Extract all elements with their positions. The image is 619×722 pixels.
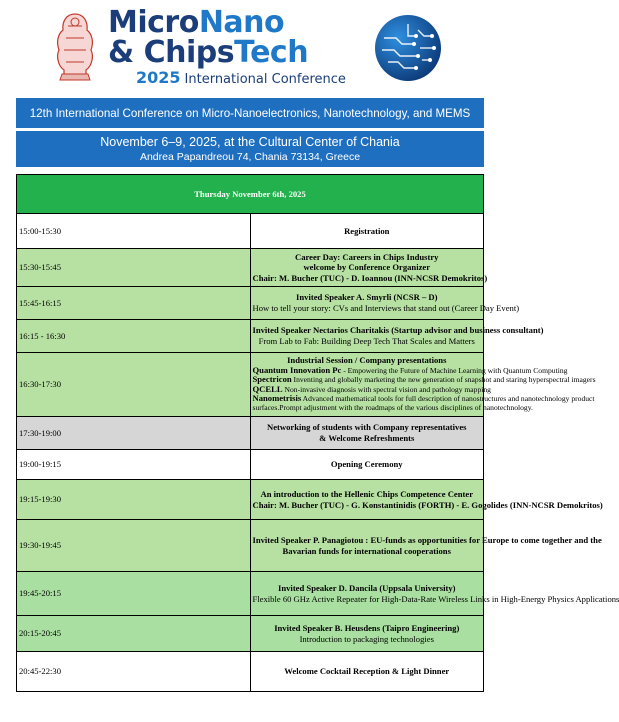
event-talk: Bavarian funds for international cooperations	[282, 545, 451, 556]
time-cell: 15:30-15:45	[17, 249, 251, 287]
schedule-table	[16, 174, 619, 692]
circuit-globe-icon	[374, 14, 442, 82]
event-cell	[250, 417, 484, 450]
company-desc: Advanced mathematical tools for full description of nanostructures and nanotechnology product	[301, 393, 595, 403]
time-cell: 17:30-19:00	[17, 417, 251, 450]
company-item	[252, 374, 596, 385]
event-speaker: Invited Speaker A. Smyrli (NCSR – D)	[296, 292, 438, 303]
event-talk: Flexible 60 GHz Active Repeater for High-Data-Rate Wireless Links in High-Energy Physics Applications	[252, 593, 619, 604]
event-title: Registration	[344, 225, 390, 236]
event-speaker: Invited Speaker Nectarios Charitakis (Startup advisor and business consultant)	[252, 325, 544, 336]
event-line: & Welcome Refreshments	[319, 433, 415, 443]
conference-subtitle-text: International Conference	[184, 72, 346, 87]
time-cell: 15:00-15:30	[17, 214, 251, 249]
conference-subtitle	[136, 68, 346, 87]
conference-header	[0, 0, 500, 95]
company-desc: Inventing and globally marketing the new generation of snapshot and staring hyperspectral imagers	[291, 375, 596, 385]
event-talk: How to tell your story: CVs and Interviews that stand out (Career Day Event)	[252, 303, 520, 313]
table-row	[17, 214, 484, 249]
day-header-row	[17, 175, 484, 214]
time-cell: 19:15-19:30	[17, 480, 251, 520]
event-cell	[250, 353, 596, 417]
title-nano: Nano	[198, 5, 285, 40]
title-chips-tech	[108, 36, 308, 70]
conference-year: 2025	[136, 68, 181, 87]
event-title: Industrial Session / Company presentations	[287, 355, 447, 366]
event-title: Welcome Cocktail Reception & Light Dinner	[284, 666, 450, 677]
event-cell	[250, 214, 484, 249]
company-item	[252, 392, 595, 403]
table-row	[17, 450, 484, 480]
title-tech: Tech	[234, 35, 309, 70]
event-title: An introduction to the Hellenic Chips Competence Center	[260, 488, 474, 499]
time-cell: 19:00-19:15	[17, 450, 251, 480]
day-header: Thursday November 6th, 2025	[17, 175, 484, 214]
time-cell: 20:15-20:45	[17, 616, 251, 652]
event-line: welcome by Conference Organizer	[303, 262, 431, 273]
title-micro: Micro	[108, 5, 199, 40]
conference-emblem-icon	[52, 10, 98, 82]
event-speaker: Invited Speaker D. Dancila (Uppsala University)	[278, 582, 456, 593]
venue-address: Andrea Papandreou 74, Chania 73134, Greece	[139, 151, 361, 163]
table-row	[17, 520, 484, 572]
company-desc-cont: surfaces.Prompt adjustment with the roadmaps of the various disciplines of nanotechnology.	[252, 403, 533, 413]
event-cell	[250, 287, 520, 320]
event-cell	[250, 249, 488, 287]
title-chips: & Chips	[108, 35, 235, 70]
table-row	[17, 417, 484, 450]
event-talk: From Lab to Fab: Building Deep Tech That Scales and Matters	[258, 336, 475, 346]
event-cell	[250, 520, 602, 572]
dates-venue: November 6–9, 2025, at the Cultural Center of Chania	[100, 135, 400, 149]
event-speaker: Invited Speaker B. Heusdens (Taipro Engineering)	[274, 622, 460, 633]
company-name: Quantum Innovation Pc	[252, 364, 342, 375]
time-cell: 19:45-20:15	[17, 572, 251, 616]
company-name: QCELL	[252, 383, 283, 394]
event-cell	[250, 616, 484, 652]
conference-name-banner	[16, 98, 484, 128]
table-row	[17, 249, 484, 287]
event-cell	[250, 572, 619, 616]
time-cell: 16:15 - 16:30	[17, 320, 251, 353]
conference-name: 12th International Conference on Micro-Nanoelectronics, Nanotechnology, and MEMS	[29, 106, 471, 120]
company-desc: - Empowering the Future of Machine Learning with Quantum Computing	[341, 365, 568, 375]
time-cell: 19:30-19:45	[17, 520, 251, 572]
company-name: Spectricon	[252, 374, 292, 385]
table-row	[17, 616, 484, 652]
table-row	[17, 652, 484, 692]
time-cell: 15:45-16:15	[17, 287, 251, 320]
table-row	[17, 353, 484, 417]
table-row	[17, 480, 484, 520]
company-name: Nanometrisis	[252, 392, 302, 403]
event-cell	[250, 320, 544, 353]
event-talk: Introduction to packaging technologies	[299, 633, 434, 644]
event-speaker: Invited Speaker P. Panagiotou : EU-funds as opportunities for Europe to come together and the	[252, 534, 602, 545]
company-desc: Non-invasive diagnosis with spectral vision and pathology mapping	[282, 384, 491, 394]
event-cell	[250, 652, 484, 692]
venue-banner	[16, 131, 484, 167]
event-chair: Chair: M. Bucher (TUC) - G. Konstantinidis (FORTH) - E. Gogolides (INN-NCSR Demokritos)	[252, 499, 603, 510]
table-row	[17, 287, 484, 320]
table-row	[17, 572, 484, 616]
event-title: Opening Ceremony	[330, 459, 403, 470]
time-cell: 16:30-17:30	[17, 353, 251, 417]
event-title: Career Day: Careers in Chips Industry	[295, 251, 439, 262]
event-chair: Chair: M. Bucher (TUC) - D. Ioannou (INN-NCSR Demokritos)	[252, 272, 488, 283]
table-row	[17, 320, 484, 353]
time-cell: 20:45-22:30	[17, 652, 251, 692]
event-title: Networking of students with Company representatives	[267, 422, 467, 433]
event-cell	[250, 450, 484, 480]
event-cell	[250, 480, 603, 520]
